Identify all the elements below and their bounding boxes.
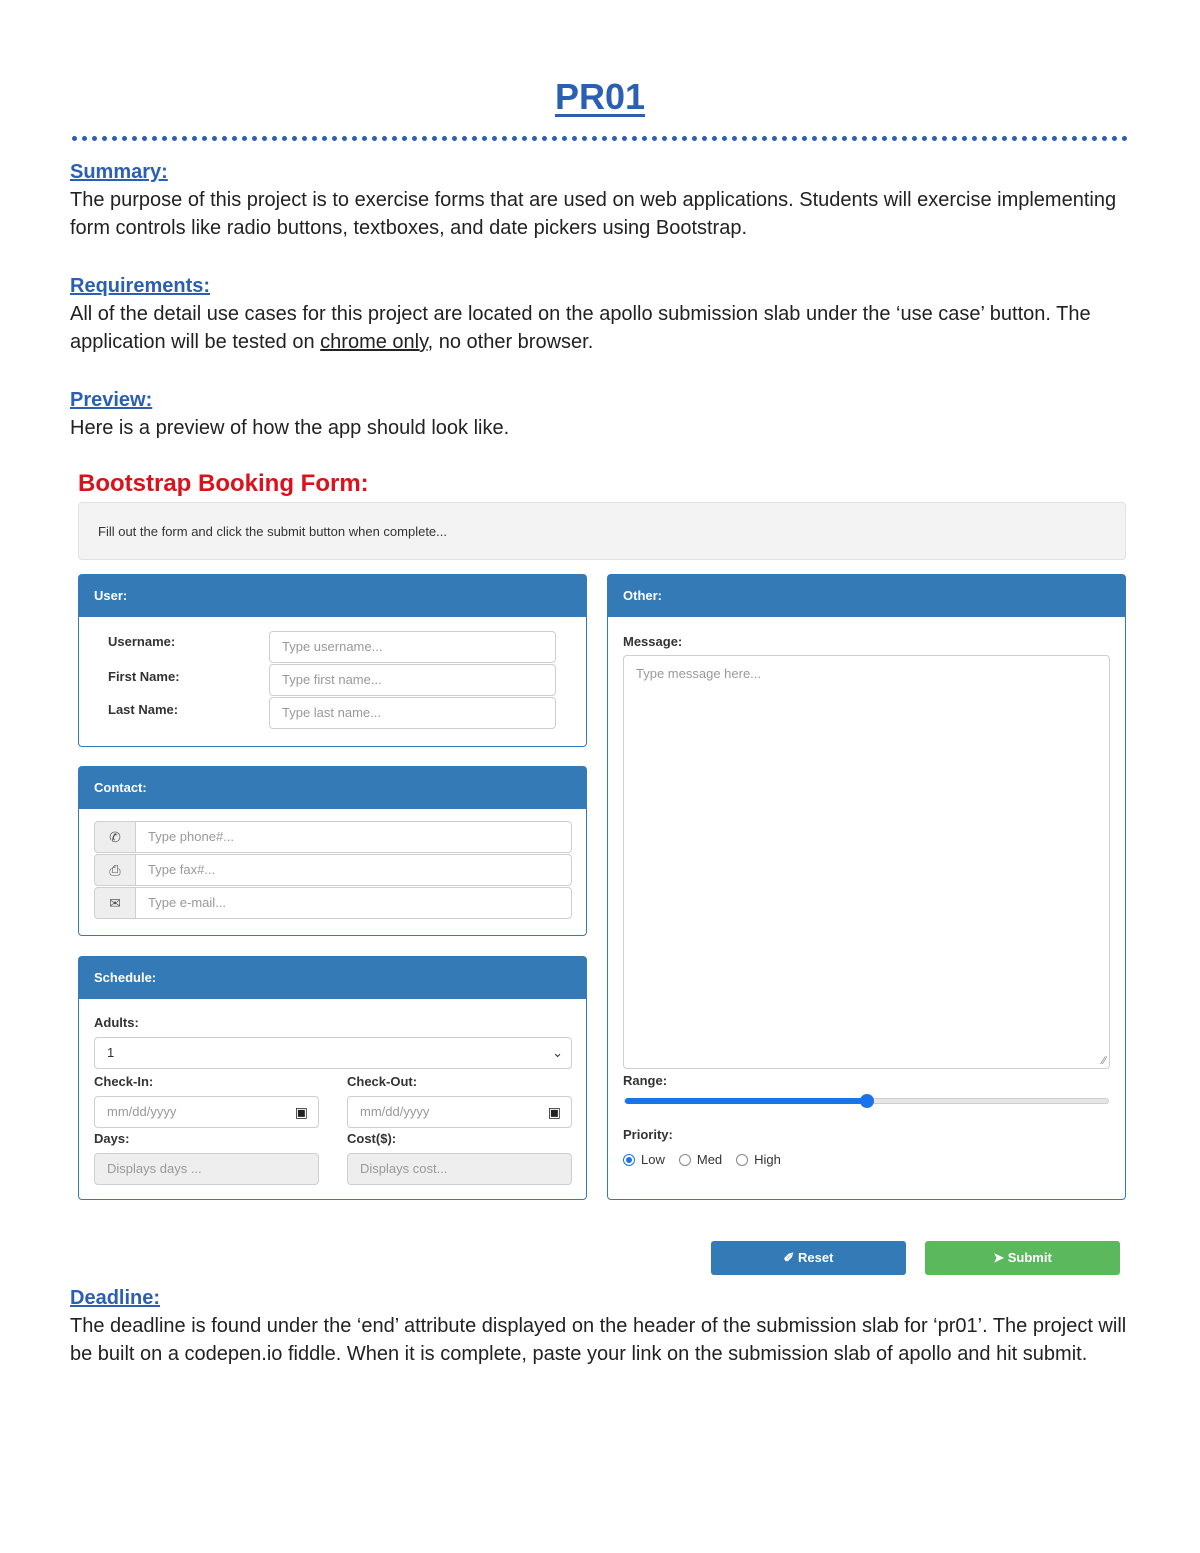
priority-radio-med[interactable]	[679, 1154, 691, 1166]
check-in-placeholder: mm/dd/yyyy	[107, 1104, 177, 1119]
check-in-label: Check-In:	[94, 1074, 154, 1089]
dotted-divider	[72, 136, 1128, 141]
user-panel-heading: User:	[79, 575, 586, 617]
first-name-label: First Name:	[108, 669, 180, 684]
adults-label: Adults:	[94, 1015, 139, 1030]
resize-handle-icon[interactable]: ∕∕	[1102, 1055, 1106, 1067]
cost-label: Cost($):	[347, 1131, 397, 1146]
first-name-input[interactable]: Type first name...	[269, 664, 556, 696]
schedule-panel	[78, 956, 587, 1200]
submit-button[interactable]	[925, 1241, 1120, 1275]
contact-panel	[78, 766, 587, 936]
requirements-section	[70, 272, 1140, 356]
reset-button-label: Reset	[798, 1250, 834, 1265]
deadline-heading: Deadline:	[70, 1287, 161, 1309]
priority-option-label: Low	[641, 1152, 665, 1167]
message-textarea[interactable]	[623, 655, 1110, 1069]
days-output: Displays days ...	[94, 1153, 319, 1185]
phone-input[interactable]: Type phone#...	[135, 821, 572, 853]
priority-radio-low[interactable]	[623, 1154, 635, 1166]
email-input-group	[94, 887, 572, 919]
calendar-icon[interactable]: ▣	[547, 1104, 561, 1120]
instructions-text: Fill out the form and click the submit button when complete...	[98, 524, 448, 539]
form-title: Bootstrap Booking Form:	[78, 470, 369, 497]
document-title: PR01	[554, 76, 646, 117]
calendar-icon[interactable]: ▣	[294, 1104, 308, 1120]
check-out-placeholder: mm/dd/yyyy	[360, 1104, 430, 1119]
summary-section	[70, 158, 1140, 242]
user-panel	[78, 574, 587, 747]
preview-section	[70, 386, 1140, 442]
contact-panel-heading: Contact:	[79, 767, 586, 809]
reset-button[interactable]	[711, 1241, 906, 1275]
requirements-text-part1: All of the detail use cases for this project are located on the apollo submission slab under the ‘use case’ button. The application will be tested on	[70, 303, 1091, 353]
phone-input-group	[94, 821, 572, 853]
phone-icon: ✆	[94, 821, 136, 853]
requirements-text-part2: , no other browser.	[427, 331, 594, 353]
check-out-label: Check-Out:	[347, 1074, 418, 1089]
username-label: Username:	[108, 634, 176, 649]
days-label: Days:	[94, 1131, 130, 1146]
other-panel	[607, 574, 1126, 1200]
check-in-date-input[interactable]	[94, 1096, 319, 1128]
last-name-label: Last Name:	[108, 702, 179, 717]
username-input[interactable]: Type username...	[269, 631, 556, 663]
submit-button-label: Submit	[1007, 1250, 1052, 1265]
chrome-only-underlined: chrome only	[320, 331, 428, 353]
adults-select[interactable]	[94, 1037, 572, 1069]
priority-option-low[interactable]	[623, 1152, 665, 1167]
priority-option-med[interactable]	[679, 1152, 722, 1167]
range-thumb[interactable]	[860, 1094, 874, 1108]
schedule-panel-heading: Schedule:	[79, 957, 586, 999]
preview-text: Here is a preview of how the app should look like.	[70, 417, 510, 439]
envelope-icon: ✉	[94, 887, 136, 919]
range-fill	[625, 1098, 867, 1104]
message-placeholder: Type message here...	[636, 666, 762, 681]
last-name-input[interactable]: Type last name...	[269, 697, 556, 729]
deadline-text: The deadline is found under the ‘end’ attribute displayed on the header of the submission slab for ‘pr01’. The project will be built on a codepen.io fiddle. When it is complete, paste your link on the submission slab of apollo and hit submit.	[70, 1315, 1127, 1365]
summary-heading: Summary:	[70, 161, 168, 183]
fax-input-group	[94, 854, 572, 886]
priority-radio-high[interactable]	[736, 1154, 748, 1166]
priority-radio-group	[623, 1152, 795, 1167]
email-input[interactable]: Type e-mail...	[135, 887, 572, 919]
priority-label: Priority:	[623, 1127, 673, 1142]
eraser-icon: ✐	[783, 1250, 795, 1265]
other-panel-heading: Other:	[608, 575, 1125, 617]
chevron-down-icon: ⌄	[552, 1045, 563, 1060]
priority-option-high[interactable]	[736, 1152, 781, 1167]
range-label: Range:	[623, 1073, 668, 1088]
instructions-well	[78, 502, 1126, 560]
send-icon: ➤	[993, 1250, 1005, 1265]
summary-text: The purpose of this project is to exercise forms that are used on web applications. Students will exercise implementing form controls like radio buttons, textboxes, and date pickers using Bootstrap.	[70, 189, 1117, 239]
priority-option-label: High	[754, 1152, 781, 1167]
cost-output: Displays cost...	[347, 1153, 572, 1185]
booking-form-preview	[78, 470, 1126, 1270]
deadline-section	[70, 1284, 1140, 1368]
requirements-heading: Requirements:	[70, 275, 211, 297]
priority-option-label: Med	[696, 1152, 723, 1167]
check-out-date-input[interactable]	[347, 1096, 572, 1128]
range-slider[interactable]	[624, 1098, 1109, 1104]
adults-selected-value: 1	[107, 1045, 115, 1060]
message-label: Message:	[623, 634, 683, 649]
preview-heading: Preview:	[70, 389, 153, 411]
fax-input[interactable]: Type fax#...	[135, 854, 572, 886]
fax-icon: ⎙	[94, 854, 136, 886]
requirements-text	[70, 300, 1140, 356]
